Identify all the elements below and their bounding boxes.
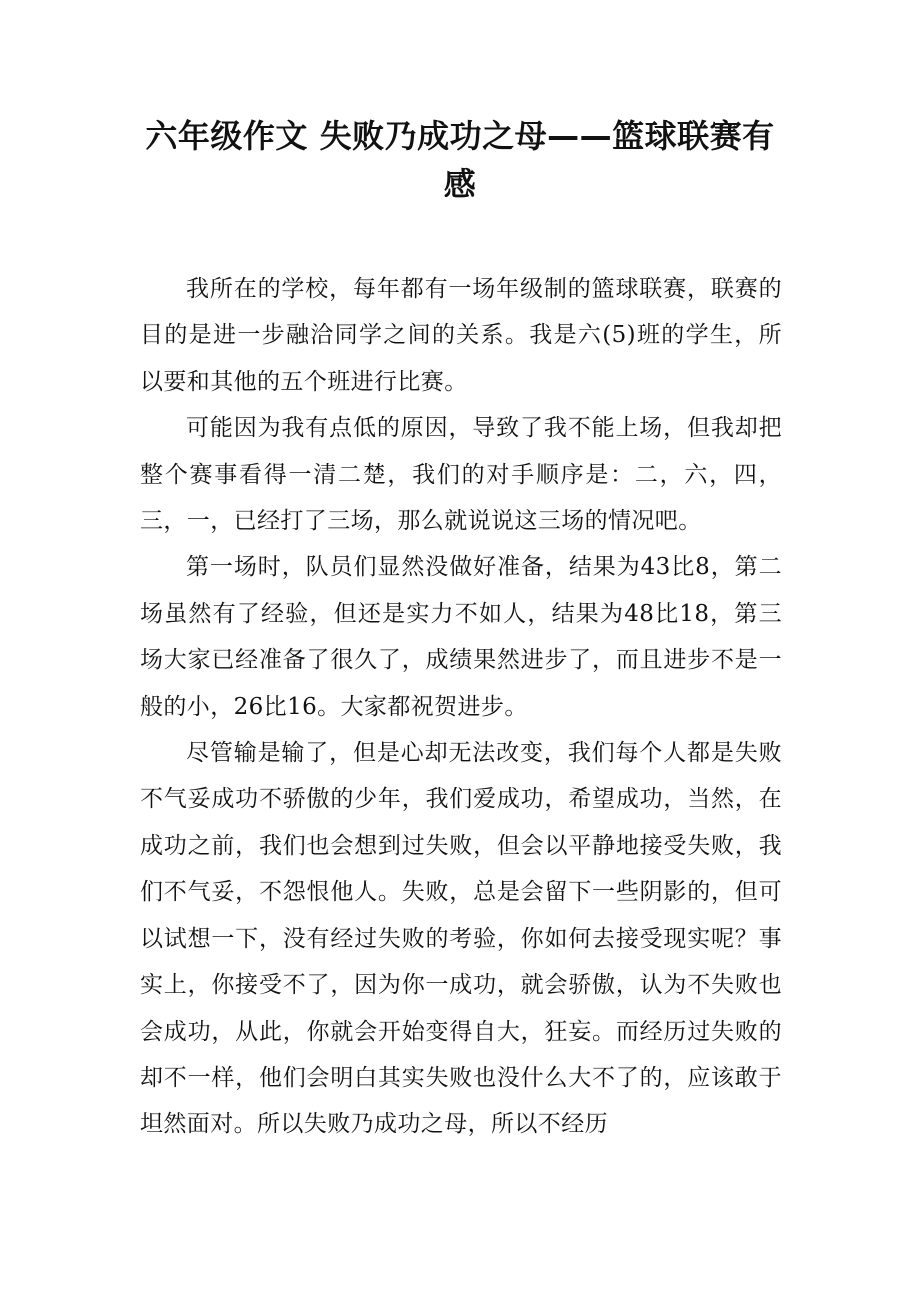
document-title: 六年级作文 失败乃成功之母——篮球联赛有感 <box>145 117 775 203</box>
paragraph-2: 可能因为我有点低的原因，导致了我不能上场，但我却把整个赛事看得一清二楚，我们的对手顺序是：二，六，四，三，一，已经打了三场，那么就说说这三场的情况吧。 <box>140 415 782 535</box>
document-body <box>140 266 782 1148</box>
paragraph-3: 第一场时，队员们显然没做好准备，结果为43比8，第二场虽然有了经验，但还是实力不如人，结果为48比18，第三场大家已经准备了很久了，成绩果然进步了，而且进步不是一般的小，26比16。大家都祝贺进步。 <box>140 554 782 720</box>
paragraph-1: 我所在的学校，每年都有一场年级制的篮球联赛，联赛的目的是进一步融洽同学之间的关系。我是六(5)班的学生，所以要和其他的五个班进行比赛。 <box>140 276 782 395</box>
paragraph-4: 尽管输是输了，但是心却无法改变，我们每个人都是失败不气妥成功不骄傲的少年，我们爱成功，希望成功，当然，在成功之前，我们也会想到过失败，但会以平静地接受失败，我们不气妥，不怨恨他人。失败，总是会留下一些阴影的，但可以试想一下，没有经过失败的考验，你如何去接受现实呢？事实上，你接受不了，因为你一成功，就会骄傲，认为不失败也会成功，从此，你就会开始变得自大，狂妄。而经历过失败的却不一样，他们会明白其实失败也没什么大不了的，应该敢于坦然面对。所以失败乃成功之母，所以不经历 <box>140 740 782 1138</box>
